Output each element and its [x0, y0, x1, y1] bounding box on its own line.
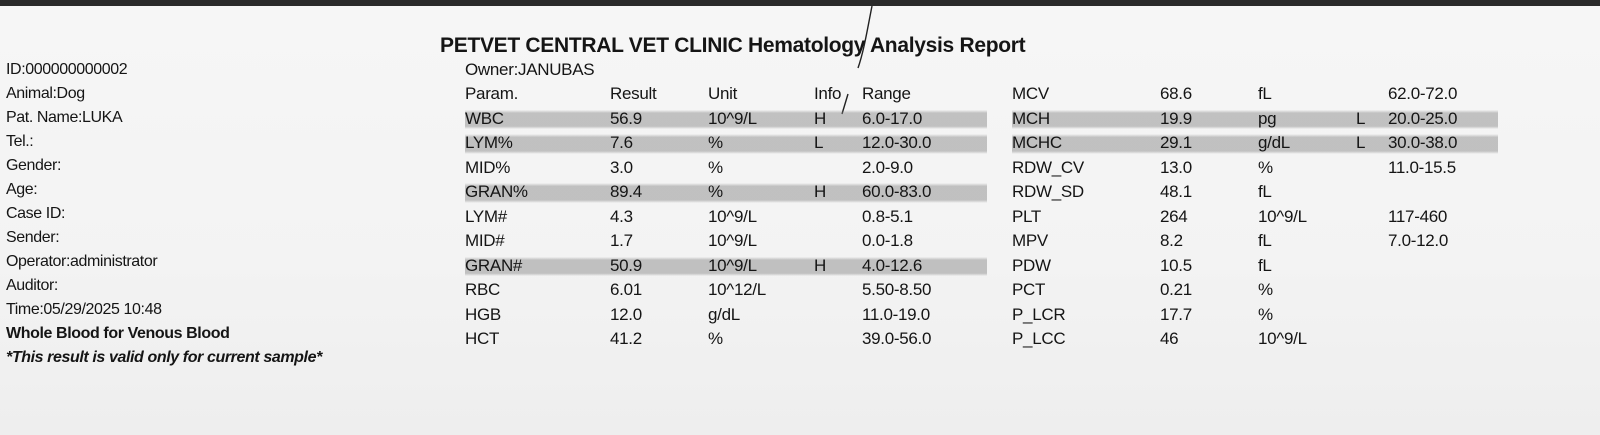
table-row — [465, 180, 987, 205]
cell-range: 7.0-12.0 — [1388, 231, 1448, 251]
cell-param: RDW_CV — [1012, 157, 1084, 177]
validity-note: *This result is valid only for current sample* — [6, 349, 322, 366]
cell-range — [1388, 180, 1498, 205]
cell-info: L — [1356, 131, 1388, 156]
cell-unit: 10^9/L — [708, 206, 757, 226]
cell-info: L — [1356, 107, 1388, 132]
table-row — [465, 254, 987, 279]
cell-unit: % — [708, 157, 723, 177]
table-row — [465, 303, 987, 328]
cell-result: 13.0 — [1160, 157, 1192, 177]
cell-param: HCT — [465, 329, 500, 349]
cell-unit: 10^9/L — [1258, 206, 1307, 226]
header-range: Range — [862, 84, 911, 104]
table-row — [1012, 278, 1498, 303]
table-row — [1012, 82, 1498, 107]
patient-tel: Tel.: — [6, 133, 34, 150]
results-table-right — [1012, 82, 1498, 352]
cell-result: 10.5 — [1160, 255, 1192, 275]
cell-range: 62.0-72.0 — [1388, 84, 1458, 104]
cell-info: H — [814, 254, 862, 279]
patient-animal: Animal:Dog — [6, 85, 85, 102]
cell-result: 1.7 — [610, 231, 633, 251]
cell-info — [1356, 327, 1388, 352]
patient-gender: Gender: — [6, 157, 62, 174]
cell-unit: 10^9/L — [708, 107, 814, 132]
cell-unit: 10^9/L — [708, 254, 814, 279]
cell-unit: fL — [1258, 255, 1272, 275]
cell-result: 4.3 — [610, 206, 633, 226]
cell-range: 5.50-8.50 — [862, 280, 932, 300]
table-row — [465, 131, 987, 156]
cell-param: LYM# — [465, 206, 507, 226]
cell-unit: 10^9/L — [1258, 329, 1307, 349]
cell-result: 0.21 — [1160, 280, 1192, 300]
cell-range: 39.0-56.0 — [862, 329, 932, 349]
cell-param: MCH — [1012, 107, 1160, 132]
cell-result: 48.1 — [1160, 182, 1192, 202]
cell-range: 12.0-30.0 — [862, 131, 987, 156]
cell-unit: % — [708, 180, 814, 205]
sample-type: Whole Blood for Venous Blood — [6, 325, 230, 342]
cell-info: H — [814, 107, 862, 132]
cell-range — [1388, 327, 1498, 352]
cell-unit: fL — [1258, 182, 1272, 202]
table-row — [1012, 229, 1498, 254]
cell-result: 264 — [1160, 206, 1188, 226]
patient-sender: Sender: — [6, 229, 60, 246]
cell-result: 50.9 — [610, 254, 708, 279]
table-row — [1012, 107, 1498, 132]
table-row — [1012, 327, 1498, 352]
table-row — [1012, 156, 1498, 181]
cell-param: HGB — [465, 304, 501, 324]
table-row — [465, 229, 987, 254]
cell-range: 60.0-83.0 — [862, 180, 987, 205]
cell-unit: % — [1258, 280, 1273, 300]
cell-info — [1356, 82, 1388, 107]
table-row — [465, 156, 987, 181]
cell-range — [1388, 278, 1498, 303]
cell-range: 6.0-17.0 — [862, 107, 987, 132]
cell-info: H — [814, 180, 862, 205]
cell-result: 68.6 — [1160, 84, 1192, 104]
cell-info — [814, 156, 862, 181]
header-result: Result — [610, 84, 657, 104]
cell-unit: g/dL — [708, 304, 740, 324]
cell-param: LYM% — [465, 131, 610, 156]
cell-param: P_LCR — [1012, 304, 1066, 324]
cell-range: 11.0-15.5 — [1388, 157, 1456, 177]
cell-param: MCV — [1012, 84, 1049, 104]
cell-result: 6.01 — [610, 280, 642, 300]
cell-result: 17.7 — [1160, 304, 1192, 324]
cell-result: 8.2 — [1160, 231, 1183, 251]
cell-info — [814, 229, 862, 254]
cell-unit: 10^9/L — [708, 231, 757, 251]
table-row — [465, 278, 987, 303]
cell-param: PCT — [1012, 280, 1046, 300]
cell-param: MID# — [465, 231, 505, 251]
cell-result: 12.0 — [610, 304, 642, 324]
cell-info: L — [814, 131, 862, 156]
owner-label: Owner:JANUBAS — [465, 60, 595, 79]
table-row — [1012, 303, 1498, 328]
cell-unit: g/dL — [1258, 131, 1356, 156]
cell-unit: fL — [1258, 231, 1272, 251]
table-row — [465, 327, 987, 352]
header-unit: Unit — [708, 84, 738, 104]
table-row — [1012, 131, 1498, 156]
cell-result: 46 — [1160, 329, 1179, 349]
cell-param: P_LCC — [1012, 329, 1066, 349]
cell-range: 0.0-1.8 — [862, 231, 913, 251]
patient-case-id: Case ID: — [6, 205, 66, 222]
cell-param: PLT — [1012, 206, 1042, 226]
cell-unit: % — [708, 131, 814, 156]
table-row — [1012, 205, 1498, 230]
cell-range: 20.0-25.0 — [1388, 107, 1498, 132]
cell-info — [814, 205, 862, 230]
header-param: Param. — [465, 84, 518, 104]
patient-name: Pat. Name:LUKA — [6, 109, 123, 126]
cell-range — [1388, 254, 1498, 279]
cell-result: 3.0 — [610, 157, 633, 177]
table-row — [1012, 180, 1498, 205]
cell-info — [1356, 278, 1388, 303]
cell-range: 11.0-19.0 — [862, 304, 930, 324]
header-info: Info — [814, 84, 842, 104]
cell-param: GRAN% — [465, 180, 610, 205]
cell-info — [1356, 229, 1388, 254]
table-header-row — [465, 82, 987, 107]
cell-result: 56.9 — [610, 107, 708, 132]
cell-range: 0.8-5.1 — [862, 206, 913, 226]
cell-result: 41.2 — [610, 329, 642, 349]
cell-info — [814, 303, 862, 328]
cell-info — [1356, 254, 1388, 279]
cell-result: 29.1 — [1160, 131, 1258, 156]
cell-info — [1356, 303, 1388, 328]
cell-unit: % — [1258, 157, 1273, 177]
table-row — [465, 205, 987, 230]
cell-range — [1388, 303, 1498, 328]
cell-unit: % — [708, 329, 723, 349]
patient-info — [6, 58, 322, 370]
cell-result: 89.4 — [610, 180, 708, 205]
cell-unit: 10^12/L — [708, 280, 766, 300]
cell-info — [814, 327, 862, 352]
cell-param: MCHC — [1012, 131, 1160, 156]
cell-result: 19.9 — [1160, 107, 1258, 132]
cell-info — [814, 278, 862, 303]
cell-param: RDW_SD — [1012, 182, 1084, 202]
cell-range: 4.0-12.6 — [862, 254, 987, 279]
patient-auditor: Auditor: — [6, 277, 58, 294]
cell-unit: % — [1258, 304, 1273, 324]
cell-range: 2.0-9.0 — [862, 157, 913, 177]
cell-range: 30.0-38.0 — [1388, 131, 1498, 156]
cell-info — [1356, 180, 1388, 205]
patient-operator: Operator:administrator — [6, 253, 158, 270]
cell-param: PDW — [1012, 255, 1051, 275]
cell-info — [1356, 156, 1388, 181]
cell-unit: pg — [1258, 107, 1356, 132]
report-title: PETVET CENTRAL VET CLINIC Hematology Analysis Report — [440, 34, 1026, 57]
report-time: Time:05/29/2025 10:48 — [6, 301, 162, 318]
cell-param: GRAN# — [465, 254, 610, 279]
cell-range: 117-460 — [1388, 206, 1448, 226]
patient-age: Age: — [6, 181, 38, 198]
cell-param: RBC — [465, 280, 500, 300]
results-table-left — [465, 82, 987, 352]
cell-info — [1356, 205, 1388, 230]
cell-param: MPV — [1012, 231, 1048, 251]
cell-param: WBC — [465, 107, 610, 132]
cell-param: MID% — [465, 157, 511, 177]
table-row — [465, 107, 987, 132]
patient-id: ID:000000000002 — [6, 61, 128, 78]
report-paper — [0, 6, 1600, 435]
cell-result: 7.6 — [610, 131, 708, 156]
table-row — [1012, 254, 1498, 279]
cell-unit: fL — [1258, 84, 1272, 104]
